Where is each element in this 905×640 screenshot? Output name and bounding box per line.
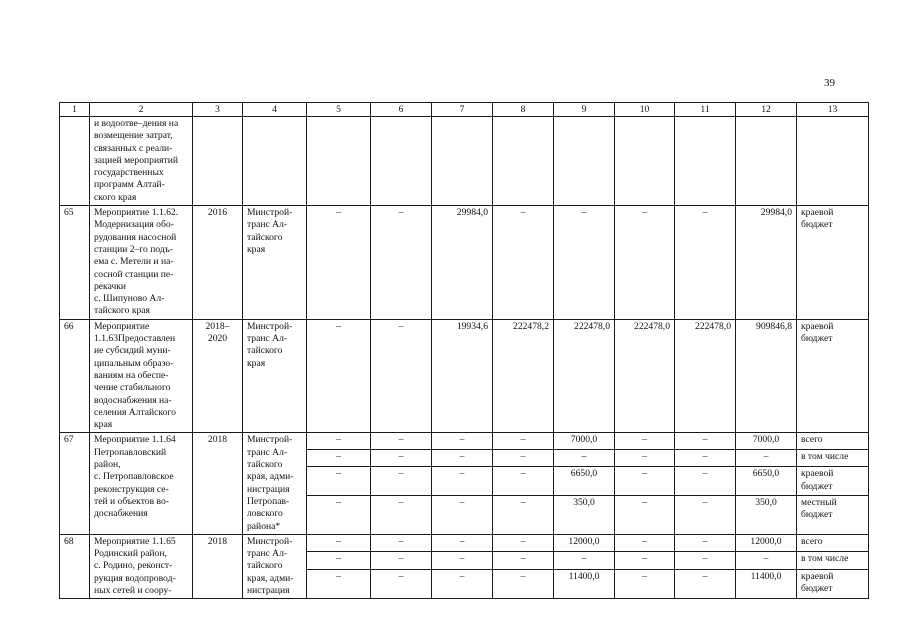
col-header: 11 <box>675 103 736 117</box>
value-cell: 222478,2 <box>493 319 554 433</box>
col-header: 6 <box>371 103 432 117</box>
value-cell: – <box>675 467 736 496</box>
value-cell: 350,0 <box>554 495 615 534</box>
value-cell: – <box>432 534 493 552</box>
value-cell: – <box>493 433 554 449</box>
col-header: 4 <box>243 103 307 117</box>
executor-cell: Минстрой- транс Ал- тайского края <box>243 206 307 320</box>
value-cell: – <box>432 433 493 449</box>
funding-source: краевой бюджет <box>797 206 869 320</box>
funding-source: краевой бюджет <box>797 319 869 433</box>
value-cell: – <box>432 495 493 534</box>
value-cell: – <box>307 206 371 320</box>
value-cell: 12000,0 <box>554 534 615 552</box>
value-cell: – <box>493 467 554 496</box>
funding-source: в том числе <box>797 449 869 466</box>
table-row <box>60 319 869 433</box>
value-cell: 7000,0 <box>554 433 615 449</box>
value-cell: 6650,0 <box>554 467 615 496</box>
value-cell: – <box>615 570 675 599</box>
value-cell: – <box>307 534 371 552</box>
funding-source: краевой бюджет <box>797 570 869 599</box>
value-cell: – <box>371 467 432 496</box>
total-cell: 29984,0 <box>736 206 797 320</box>
value-cell: – <box>371 534 432 552</box>
executor-cell: Минстрой- транс Ал- тайского края, адми- нистрация <box>243 534 307 598</box>
value-cell: – <box>432 570 493 599</box>
value-cell: – <box>493 552 554 570</box>
executor-cell: Минстрой- транс Ал- тайского края <box>243 319 307 433</box>
value-cell: – <box>493 449 554 466</box>
measure-description: Мероприятие 1.1.65 Родинский район, с. Родино, реконст- рукция водопровод- ных сетей и соору- <box>90 534 193 598</box>
value-cell: – <box>493 495 554 534</box>
year-cell: 2018 <box>193 433 243 534</box>
value-cell: – <box>615 534 675 552</box>
value-cell: – <box>432 449 493 466</box>
value-cell: – <box>307 467 371 496</box>
value-cell: – <box>675 495 736 534</box>
col-header: 2 <box>90 103 193 117</box>
row-number: 66 <box>60 319 90 433</box>
table-row-continuation <box>60 117 869 206</box>
value-cell: 222478,0 <box>615 319 675 433</box>
value-cell: – <box>615 467 675 496</box>
value-cell: – <box>371 449 432 466</box>
col-header: 13 <box>797 103 869 117</box>
value-cell: – <box>675 552 736 570</box>
value-cell: – <box>615 206 675 320</box>
value-cell: – <box>493 534 554 552</box>
value-cell: 11400,0 <box>554 570 615 599</box>
value-cell: – <box>307 552 371 570</box>
col-header: 10 <box>615 103 675 117</box>
col-header: 12 <box>736 103 797 117</box>
col-header: 3 <box>193 103 243 117</box>
value-cell: – <box>493 206 554 320</box>
value-cell: – <box>615 495 675 534</box>
value-cell: 29984,0 <box>432 206 493 320</box>
total-cell: 7000,0 <box>736 433 797 449</box>
funding-source: в том числе <box>797 552 869 570</box>
total-cell: 6650,0 <box>736 467 797 496</box>
table-row <box>60 433 869 449</box>
value-cell: – <box>675 534 736 552</box>
value-cell: – <box>307 449 371 466</box>
row-number: 65 <box>60 206 90 320</box>
value-cell: – <box>307 570 371 599</box>
table-row <box>60 206 869 320</box>
funding-source: краевой бюджет <box>797 467 869 496</box>
value-cell: – <box>675 449 736 466</box>
measure-description: Мероприятие 1.1.63Предоставлен ие субсидий муни- ципальным образо- ваниям на обеспе- чение стабильного водоснабжения на- селения Алтайского края <box>90 319 193 433</box>
total-cell: – <box>736 449 797 466</box>
value-cell: – <box>554 552 615 570</box>
col-header: 9 <box>554 103 615 117</box>
value-cell: – <box>371 319 432 433</box>
funding-source: всего <box>797 534 869 552</box>
value-cell: – <box>615 552 675 570</box>
value-cell: 222478,0 <box>675 319 736 433</box>
measure-description: и водоотве–дения на возмещение затрат, связанных с реали- зацией мероприятий государственных программ Алтай- ского края <box>90 117 193 206</box>
col-header: 7 <box>432 103 493 117</box>
value-cell: – <box>493 570 554 599</box>
program-table <box>59 102 869 599</box>
value-cell: – <box>371 206 432 320</box>
funding-source: местный бюджет <box>797 495 869 534</box>
value-cell: – <box>554 449 615 466</box>
row-number: 68 <box>60 534 90 598</box>
funding-source: всего <box>797 433 869 449</box>
value-cell: – <box>554 206 615 320</box>
value-cell: – <box>615 449 675 466</box>
value-cell: – <box>307 319 371 433</box>
value-cell: – <box>307 433 371 449</box>
total-cell: 12000,0 <box>736 534 797 552</box>
measure-description: Мероприятие 1.1.62. Модернизация обо- рудования насосной станции 2–го подъ- ема с. Метели и на- сосной станции пе- рекачки с. Шипуново Ал- тайского края <box>90 206 193 320</box>
col-header: 8 <box>493 103 554 117</box>
value-cell: – <box>432 552 493 570</box>
measure-description: Мероприятие 1.1.64 Петропавловский район, с. Петропавловское реконструкция се- тей и объектов во- доснабжения <box>90 433 193 534</box>
total-cell: – <box>736 552 797 570</box>
col-header: 5 <box>307 103 371 117</box>
total-cell: 350,0 <box>736 495 797 534</box>
year-cell: 2018– 2020 <box>193 319 243 433</box>
value-cell: – <box>371 495 432 534</box>
value-cell: 19934,6 <box>432 319 493 433</box>
total-cell: 909846,8 <box>736 319 797 433</box>
value-cell: 222478,0 <box>554 319 615 433</box>
row-number: 67 <box>60 433 90 534</box>
total-cell: 11400,0 <box>736 570 797 599</box>
value-cell: – <box>615 433 675 449</box>
value-cell: – <box>432 467 493 496</box>
executor-cell: Минстрой- транс Ал- тайского края, адми- нистрация Петропав- ловского района* <box>243 433 307 534</box>
year-cell: 2016 <box>193 206 243 320</box>
value-cell: – <box>371 570 432 599</box>
value-cell: – <box>371 433 432 449</box>
value-cell: – <box>307 495 371 534</box>
page-number: 39 <box>824 77 835 89</box>
header-row <box>60 103 869 117</box>
table-row <box>60 534 869 552</box>
value-cell: – <box>675 433 736 449</box>
value-cell: – <box>371 552 432 570</box>
value-cell: – <box>675 206 736 320</box>
col-header: 1 <box>60 103 90 117</box>
value-cell: – <box>675 570 736 599</box>
year-cell: 2018 <box>193 534 243 598</box>
